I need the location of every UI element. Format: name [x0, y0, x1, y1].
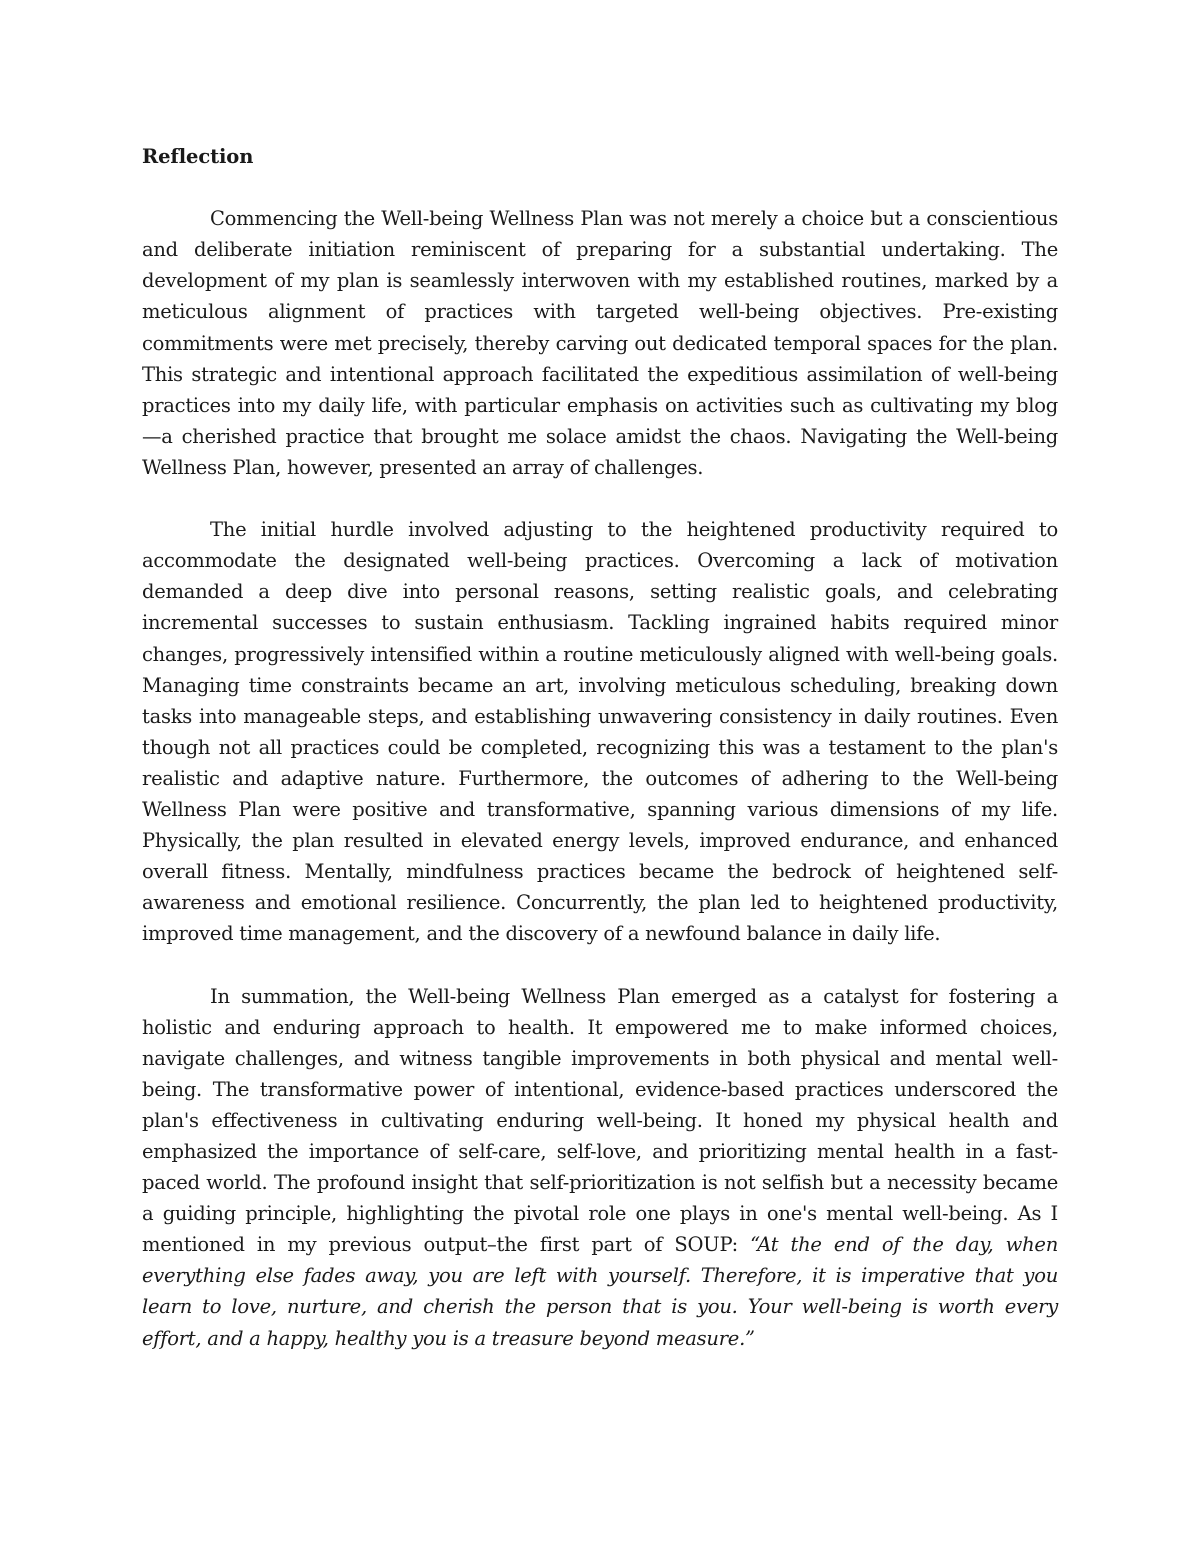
paragraph-3 — [142, 981, 1058, 1354]
paragraph-2: The initial hurdle involved adjusting to the heightened productivity required to accommodate the designated well-being practices. Overcoming a lack of motivation demanded a deep dive into personal reasons, setting realistic goals, and celebrating incremental successes to sustain enthusiasm. Tackling ingrained habits required minor changes, progressively intensified within a routine meticulously aligned with well-being goals. Managing time constraints became an art, involving meticulous scheduling, breaking down tasks into manageable steps, and establishing unwavering consistency in daily routines. Even though not all practices could be completed, recognizing this was a testament to the plan's realistic and adaptive nature. Furthermore, the outcomes of adhering to the Well-being Wellness Plan were positive and transformative, spanning various dimensions of my life. Physically, the plan resulted in elevated energy levels, improved endurance, and enhanced overall fitness. Mentally, mindfulness practices became the bedrock of heightened self-awareness and emotional resilience. Concurrently, the plan led to heightened productivity, improved time management, and the discovery of a newfound balance in daily life. — [142, 518, 1058, 946]
document-heading: Reflection — [142, 145, 254, 168]
paragraph-1: Commencing the Well-being Wellness Plan was not merely a choice but a conscientious and deliberate initiation reminiscent of preparing for a substantial undertaking. The development of my plan is seamlessly interwoven with my established routines, marked by a meticulous alignment of practices with targeted well-being objectives. Pre-existing commitments were met precisely, thereby carving out dedicated temporal spaces for the plan. This strategic and intentional approach facilitated the expeditious assimilation of well-being practices into my daily life, with particular emphasis on activities such as cultivating my blog—a cherished practice that brought me solace amidst the chaos. Navigating the Well-being Wellness Plan, however, presented an array of challenges. — [142, 207, 1058, 479]
closing-quote: “At the end of the day, when everything else fades away, you are left with yourself. Therefore, it is imperative that you learn to love, nurture, and cherish the person that is you. Your well-being is worth every effort, and a happy, healthy you is a treasure beyond measure.” — [142, 1233, 1059, 1350]
document-body — [142, 141, 1058, 1385]
paragraph-3-text: In summation, the Well-being Wellness Plan emerged as a catalyst for fostering a holistic and enduring approach to health. It empowered me to make informed choices, navigate challenges, and witness tangible improvements in both physical and mental well-being. The transformative power of intentional, evidence-based practices underscored the plan's effectiveness in cultivating enduring well-being. It honed my physical health and emphasized the importance of self-care, self-love, and prioritizing mental health in a fast-paced world. The profound insight that self-prioritization is not selfish but a necessity became a guiding principle, highlighting the pivotal role one plays in one's mental well-being. As I mentioned in my previous output–the first part of SOUP: — [142, 984, 1058, 1257]
